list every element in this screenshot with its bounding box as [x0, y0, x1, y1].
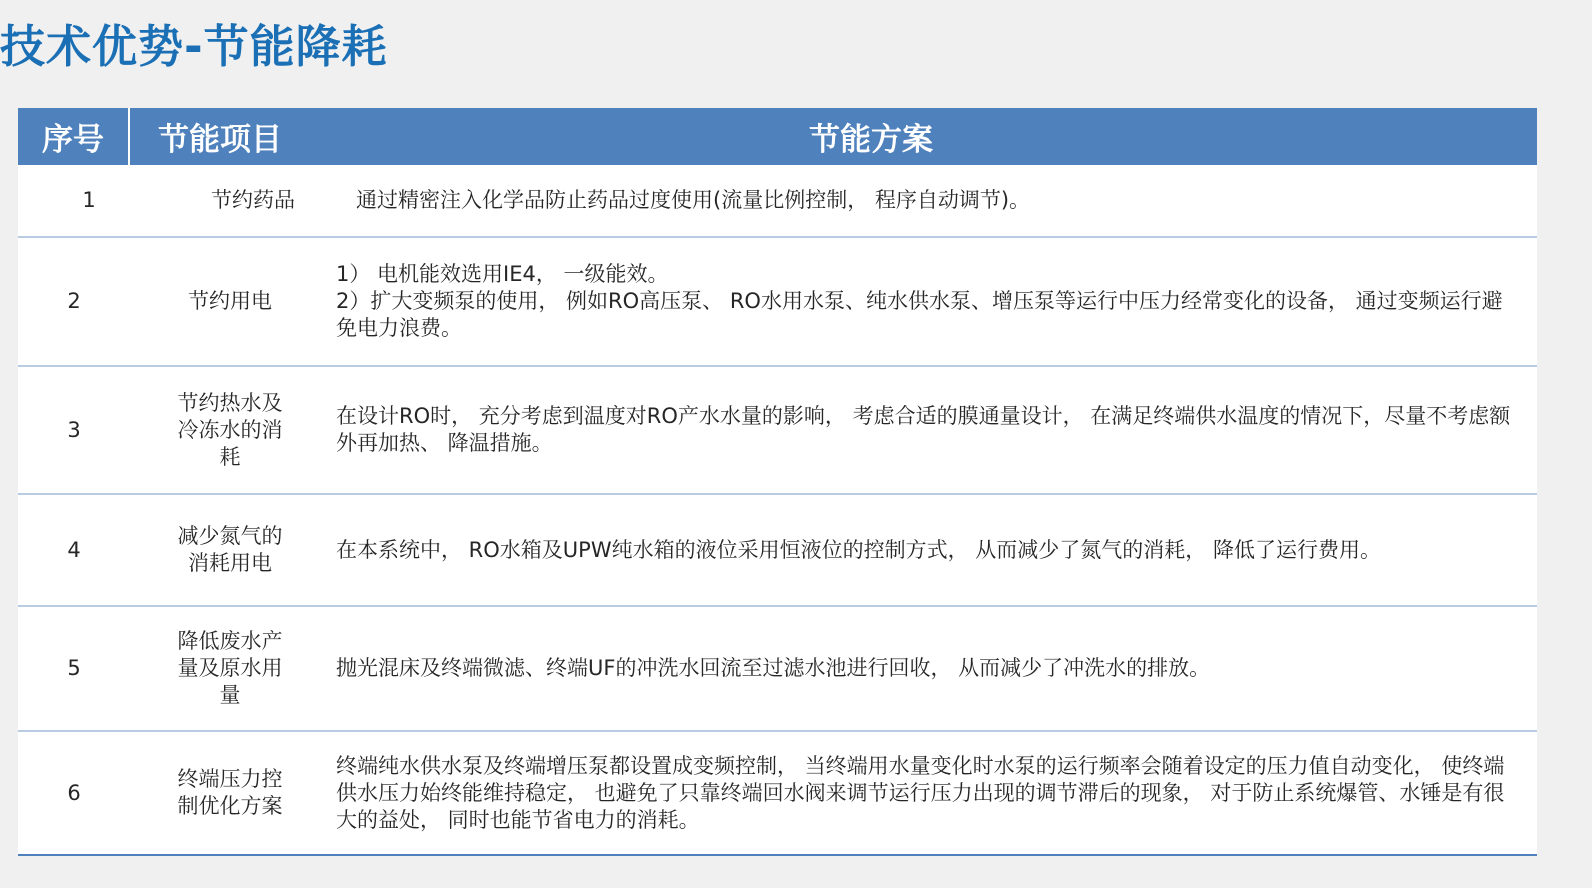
row-plan: [330, 732, 1537, 854]
row-plan: [330, 238, 1537, 365]
row-item: 节约用电: [188, 289, 272, 313]
row-seq: 4: [67, 537, 81, 562]
table-row: [18, 732, 1537, 856]
table-row: [18, 238, 1537, 367]
row-item: 终端压力控制优化方案: [177, 767, 283, 818]
page-title: 技术优势-节能降耗: [0, 20, 388, 73]
row-seq: 6: [67, 780, 81, 805]
row-plan: [330, 367, 1537, 493]
row-item: 减少氮气的消耗用电: [177, 524, 283, 575]
table-row: [18, 367, 1537, 495]
row-plan: [330, 607, 1537, 730]
table-row: [18, 165, 1537, 238]
row-plan-text: 通过精密注入化学品防止药品过度使用(流量比例控制， 程序自动调节)。: [356, 188, 1031, 212]
row-plan-text: 1） 电机能效选用IE4， 一级能效。 2）扩大变频泵的使用， 例如RO高压泵、 RO水用水泵、纯水供水泵、增压泵等运行中压力经常变化的设备， 通过变频运行避免电力浪费。: [336, 262, 1503, 340]
row-plan-text: 在本系统中， RO水箱及UPW纯水箱的液位采用恒液位的控制方式， 从而减少了氮气的消耗， 降低了运行费用。: [336, 537, 1381, 562]
row-plan-text: 抛光混床及终端微滤、终端UF的冲洗水回流至过滤水池进行回收， 从而减少了冲洗水的排放。: [336, 656, 1211, 680]
row-plan-text: 在设计RO时， 充分考虑到温度对RO产水水量的影响， 考虑合适的膜通量设计， 在满足终端供水温度的情况下，尽量不考虑额外再加热、 降温措施。: [336, 404, 1511, 455]
header-plan: 节能方案: [809, 122, 933, 158]
row-item: 节约药品: [211, 188, 295, 212]
row-plan: [330, 495, 1537, 605]
row-seq: 5: [67, 656, 81, 680]
table-row: [18, 495, 1537, 607]
row-seq: 2: [67, 289, 81, 313]
row-plan-text: 终端纯水供水泵及终端增压泵都设置成变频控制， 当终端用水量变化时水泵的运行频率会随着设定的压力值自动变化， 使终端供水压力始终能维持稳定， 也避免了只靠终端回水阀来调节运行压力出现的调节滞后的现象， 对于防止系统爆管、水锤是有很大的益处， 同时也能节省电力的消耗。: [336, 753, 1505, 832]
energy-saving-table: [18, 108, 1537, 856]
header-item: 节能项目: [158, 122, 282, 158]
table-row: [18, 607, 1537, 732]
row-item: 节约热水及冷冻水的消耗: [177, 390, 283, 469]
row-plan: [330, 165, 1537, 236]
table-header: [18, 108, 1537, 165]
header-seq: 序号: [18, 108, 130, 165]
row-item: 降低废水产量及原水用量: [177, 629, 283, 707]
row-seq: 3: [67, 417, 81, 442]
row-seq: 1: [82, 188, 96, 212]
